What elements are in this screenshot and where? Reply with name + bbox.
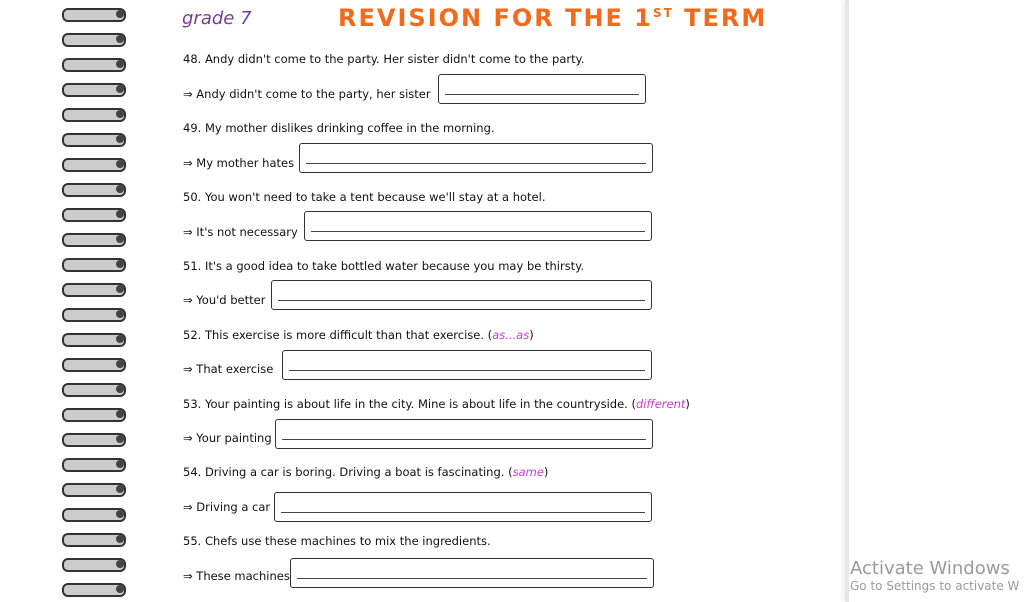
answer-box-52[interactable] <box>282 350 652 380</box>
spiral-ring-icon <box>62 483 132 495</box>
question-50: 50. You won't need to take a tent because we'll stay at a hotel. <box>183 190 546 204</box>
answer-box-48[interactable] <box>438 74 646 104</box>
answer-prompt-48: ⇒ Andy didn't come to the party, her sister <box>183 87 431 101</box>
answer-box-49[interactable] <box>299 143 653 173</box>
spiral-ring-icon <box>62 8 132 20</box>
spiral-ring-icon <box>62 58 132 70</box>
answer-prompt-51: ⇒ You'd better <box>183 293 266 307</box>
answer-prompt-55: ⇒ These machines <box>183 569 290 583</box>
spiral-ring-icon <box>62 108 132 120</box>
spiral-ring-icon <box>62 533 132 545</box>
answer-box-53[interactable] <box>275 419 653 449</box>
spiral-ring-icon <box>62 183 132 195</box>
spiral-ring-icon <box>62 283 132 295</box>
spiral-ring-icon <box>62 258 132 270</box>
question-55: 55. Chefs use these machines to mix the ingredients. <box>183 534 491 548</box>
spiral-ring-icon <box>62 83 132 95</box>
answer-prompt-49: ⇒ My mother hates <box>183 156 295 170</box>
answer-prompt-50: ⇒ It's not necessary <box>183 225 298 239</box>
spiral-ring-icon <box>62 583 132 595</box>
hint-53: different <box>635 397 686 411</box>
spiral-ring-icon <box>62 358 132 370</box>
answer-prompt-52: ⇒ That exercise <box>183 362 274 376</box>
spiral-ring-icon <box>62 133 132 145</box>
answer-box-51[interactable] <box>271 280 652 310</box>
spiral-ring-icon <box>62 233 132 245</box>
spiral-ring-icon <box>62 558 132 570</box>
page-title: REVISION FOR THE 1ST TERM <box>338 4 768 32</box>
answer-box-50[interactable] <box>304 211 652 241</box>
answer-box-54[interactable] <box>274 492 652 522</box>
spiral-ring-icon <box>62 408 132 420</box>
answer-prompt-53: ⇒ Your painting <box>183 431 272 445</box>
spiral-ring-icon <box>62 458 132 470</box>
question-52: 52. This exercise is more difficult than that exercise. (as...as) <box>183 328 534 342</box>
answer-box-55[interactable] <box>290 558 654 588</box>
hint-52: as...as <box>492 328 530 342</box>
spiral-ring-icon <box>62 33 132 45</box>
activate-windows-watermark <box>850 558 1024 593</box>
spiral-ring-icon <box>62 333 132 345</box>
question-49: 49. My mother dislikes drinking coffee in the morning. <box>183 121 495 135</box>
spiral-ring-icon <box>62 208 132 220</box>
question-53: 53. Your painting is about life in the city. Mine is about life in the countryside. (different) <box>183 397 690 411</box>
spiral-ring-icon <box>62 308 132 320</box>
page-edge <box>845 0 849 602</box>
watermark-title: Activate Windows <box>850 558 1010 579</box>
spiral-ring-icon <box>62 383 132 395</box>
worksheet-page <box>140 0 845 602</box>
question-54: 54. Driving a car is boring. Driving a boat is fascinating. (same) <box>183 465 549 479</box>
hint-54: same <box>512 465 544 479</box>
answer-prompt-54: ⇒ Driving a car <box>183 500 271 514</box>
grade-label: grade 7 <box>182 8 252 29</box>
spiral-ring-icon <box>62 508 132 520</box>
spiral-ring-icon <box>62 158 132 170</box>
watermark-subtitle: Go to Settings to activate W <box>850 579 1020 593</box>
notebook-spiral <box>0 0 140 602</box>
question-51: 51. It's a good idea to take bottled water because you may be thirsty. <box>183 259 585 273</box>
spiral-ring-icon <box>62 433 132 445</box>
question-48: 48. Andy didn't come to the party. Her sister didn't come to the party. <box>183 52 585 66</box>
